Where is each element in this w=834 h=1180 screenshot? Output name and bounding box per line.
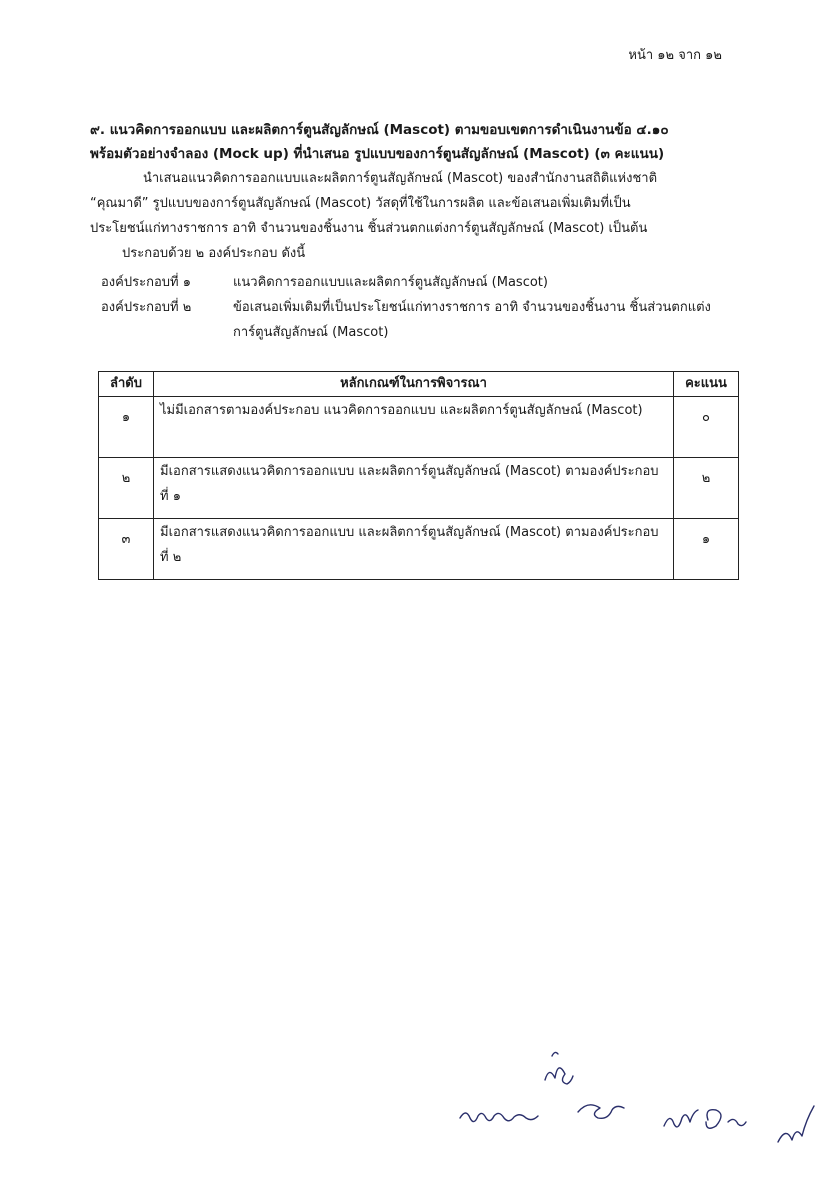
signature-6 — [778, 1106, 814, 1142]
heading-line-2: พร้อมตัวอย่างจำลอง (Mock up) ที่นำเสนอ รูปแบบของการ์ตูนสัญลักษณ์ (Mascot) (๓ คะแนน) — [90, 146, 665, 162]
table-row — [99, 397, 739, 458]
signature-3 — [578, 1105, 624, 1119]
signature-2 — [460, 1113, 538, 1122]
component-item — [101, 270, 741, 295]
header-criteria: หลักเกณฑ์ในการพิจารณา — [154, 372, 674, 397]
intro-line-3: ประโยชน์แก่ทางราชการ อาทิ จำนวนของชิ้นงาน ชิ้นส่วนตกแต่งการ์ตูนสัญลักษณ์ (Mascot) เป็นต้น — [90, 221, 648, 236]
criteria-table — [98, 371, 739, 580]
signature-4 — [664, 1110, 698, 1127]
component-label: องค์ประกอบที่ ๒ — [101, 300, 192, 315]
heading-line-1: ๙. แนวคิดการออกแบบ และผลิตการ์ตูนสัญลักษณ์ (Mascot) ตามขอบเขตการดำเนินงานข้อ ๔.๑๐ — [90, 122, 669, 138]
section-heading — [90, 118, 740, 166]
row-score: ๐ — [674, 397, 739, 458]
row-score: ๑ — [674, 519, 739, 580]
row-criteria: ไม่มีเอกสารตามองค์ประกอบ แนวคิดการออกแบบ และผลิตการ์ตูนสัญลักษณ์ (Mascot) — [154, 397, 674, 458]
intro-line-1: นำเสนอแนวคิดการออกแบบและผลิตการ์ตูนสัญลักษณ์ (Mascot) ของสำนักงานสถิติแห่งชาติ — [143, 171, 658, 186]
signature-5 — [706, 1110, 746, 1129]
component-text: แนวคิดการออกแบบและผลิตการ์ตูนสัญลักษณ์ (Mascot) — [233, 275, 548, 290]
intro-paragraph — [90, 166, 740, 266]
table-row — [99, 519, 739, 580]
intro-line-2: “คุณมาดี” รูปแบบของการ์ตูนสัญลักษณ์ (Mascot) วัสดุที่ใช้ในการผลิต และข้อเสนอเพิ่มเติมที่เป็น — [90, 196, 631, 211]
table-header-row — [99, 372, 739, 397]
signature-drawing — [440, 1040, 830, 1170]
signature-1 — [545, 1052, 573, 1084]
row-score: ๒ — [674, 458, 739, 519]
table-row — [99, 458, 739, 519]
row-no: ๒ — [99, 458, 154, 519]
component-list — [101, 270, 741, 345]
page-number: หน้า ๑๒ จาก ๑๒ — [628, 48, 722, 63]
row-criteria: มีเอกสารแสดงแนวคิดการออกแบบ และผลิตการ์ตูนสัญลักษณ์ (Mascot) ตามองค์ประกอบที่ ๑ — [154, 458, 674, 519]
row-no: ๑ — [99, 397, 154, 458]
component-text: ข้อเสนอเพิ่มเติมที่เป็นประโยชน์แก่ทางราชการ อาทิ จำนวนของชิ้นงาน ชิ้นส่วนตกแต่งการ์ตูนสัญลักษณ์ (Mascot) — [233, 300, 711, 340]
header-score: คะแนน — [674, 372, 739, 397]
intro-line-4: ประกอบด้วย ๒ องค์ประกอบ ดังนี้ — [122, 246, 306, 261]
component-label: องค์ประกอบที่ ๑ — [101, 275, 191, 290]
component-item — [101, 295, 741, 345]
row-criteria: มีเอกสารแสดงแนวคิดการออกแบบ และผลิตการ์ตูนสัญลักษณ์ (Mascot) ตามองค์ประกอบที่ ๒ — [154, 519, 674, 580]
signature-area — [440, 1040, 830, 1170]
row-no: ๓ — [99, 519, 154, 580]
header-no: ลำดับ — [99, 372, 154, 397]
